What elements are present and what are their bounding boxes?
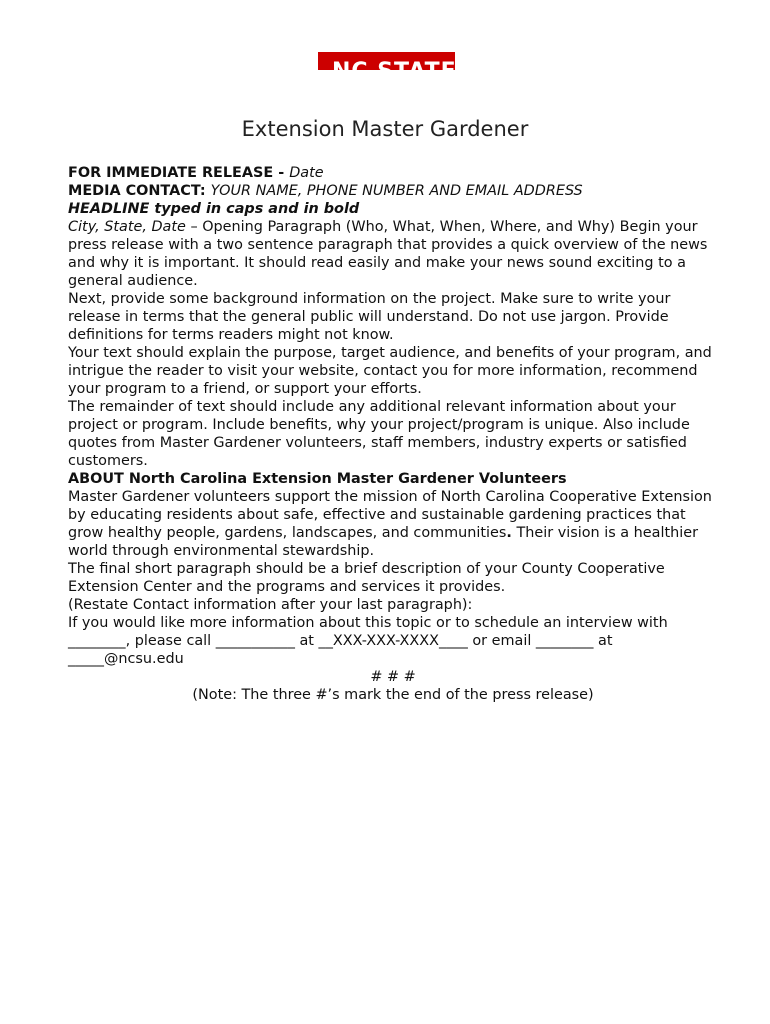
county-paragraph: The final short paragraph should be a brief description of your County Cooperative Extension Center and the programs and services it provides. [68,561,665,595]
contact-info-paragraph: If you would like more information about this topic or to schedule an interview with ________, please call ___________ at __XXX-XXX-XXXX____ or email ________ at _____@ncsu.edu [68,615,668,667]
media-contact-label: MEDIA CONTACT: [68,183,211,199]
nc-state-logo [318,52,457,84]
background-paragraph: Next, provide some background information on the project. Make sure to write your release in terms that the general public will understand. Do not use jargon. Provide definitions for terms readers might not know. [68,291,671,343]
opening-text: – Opening Paragraph (Who, What, When, Where, and Why) Begin your press release with a two sentence paragraph that provides a quick overview of the news and why it is important. It should read easily and make your news sound exciting to a general audience. [68,219,708,289]
headline: HEADLINE typed in caps and in bold [68,201,360,217]
logo-text: NC STATE [332,59,457,84]
remainder-paragraph: The remainder of text should include any additional relevant information about your project or program. Include benefits, why your project/program is unique. Also include quotes from Master Gardener volunteers, staff members, industry experts or satisfied customers. [68,399,690,469]
end-note: (Note: The three #’s mark the end of the press release) [192,687,594,703]
about-heading: ABOUT North Carolina Extension Master Gardener Volunteers [68,471,567,487]
release-date: Date [289,165,324,181]
dateline: City, State, Date [68,219,186,235]
media-contact-value: YOUR NAME, PHONE NUMBER AND EMAIL ADDRESS [210,183,583,199]
purpose-paragraph: Your text should explain the purpose, target audience, and benefits of your program, and intrigue the reader to visit your website, contact you for more information, recommend your program to a friend, or support your efforts. [68,345,712,397]
document-subtitle: Extension Master Gardener [241,117,529,141]
restate-contact-paragraph: (Restate Contact information after your last paragraph): [68,597,473,613]
about-text-end: Their vision is a healthier world through environmental stewardship. [68,525,698,559]
about-paragraph [68,488,718,560]
opening-paragraph [68,218,718,290]
about-text-start: Master Gardener volunteers support the mission of North Carolina Cooperative Extension by educating residents about safe, effective and sustainable gardening practices that grow healthy people, gardens, landscapes, and communities [68,489,712,541]
press-release-body [68,164,718,704]
media-contact-line [68,182,718,200]
about-period: . [506,525,512,541]
release-label: FOR IMMEDIATE RELEASE - [68,165,290,181]
release-line [68,164,718,182]
end-mark: # # # [370,669,416,685]
subtitle-clip [200,117,570,141]
